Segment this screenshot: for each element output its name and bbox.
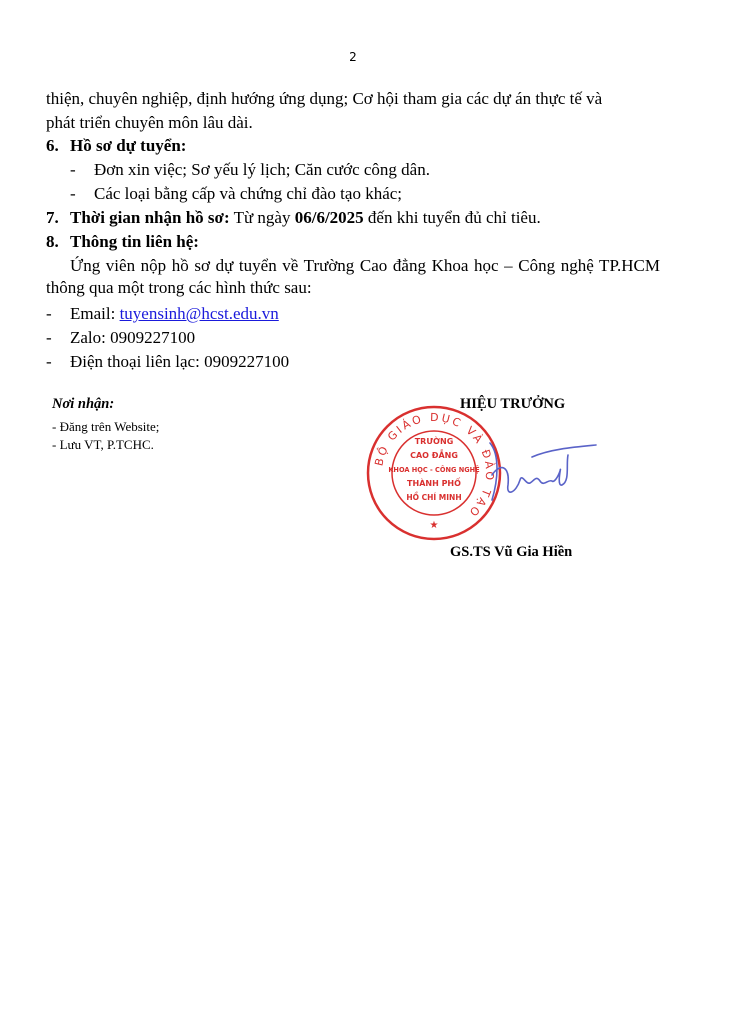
section-8-number: 8. [46, 232, 59, 251]
email-link[interactable]: tuyensinh@hcst.edu.vn [119, 304, 279, 323]
intro-line-1: thiện, chuyên nghiệp, định hướng ứng dụng; Cơ hội tham gia các dự án thực tế và [46, 89, 603, 108]
section-7-title: Thời gian nhận hồ sơ: [70, 208, 230, 227]
email-label: Email: [70, 304, 120, 323]
section-7-line [46, 207, 541, 229]
section-6-heading [46, 135, 186, 157]
stamp-line-5: HỒ CHÍ MINH [406, 493, 462, 502]
list-dash: - [46, 328, 52, 347]
recipient-item-2: - Lưu VT, P.TCHC. [52, 437, 154, 452]
stamp-line-3: KHOA HỌC - CÔNG NGHỆ [388, 466, 480, 474]
section-6-item-1 [70, 159, 430, 181]
contact-zalo [46, 327, 195, 349]
recipients-title: Nơi nhận: [52, 396, 115, 412]
stamp-line-4: THÀNH PHỐ [407, 479, 461, 488]
intro-line-2: phát triển chuyên môn lâu dài. [46, 113, 253, 132]
phone-text: Điện thoại liên lạc: 0909227100 [70, 352, 290, 371]
section-6-number: 6. [46, 136, 59, 155]
stamp-line-1: TRƯỜNG [414, 437, 454, 446]
section-6-item-2 [70, 183, 402, 205]
section-7-number: 7. [46, 208, 59, 227]
contact-phone [46, 351, 289, 373]
section-6-item-1-text: Đơn xin việc; Sơ yếu lý lịch; Căn cước công dân. [94, 160, 430, 179]
signer-name: GS.TS Vũ Gia Hiền [450, 544, 573, 560]
section-8-paragraph: Ứng viên nộp hồ sơ dự tuyển về Trường Cao đẳng Khoa học – Công nghệ TP.HCM thông qua một trong các hình thức sau: [46, 256, 660, 297]
list-dash: - [46, 304, 52, 323]
section-7-date: 06/6/2025 [294, 208, 364, 227]
section-8-heading [46, 231, 199, 253]
section-6-item-2-text: Các loại bằng cấp và chứng chỉ đào tạo khác; [94, 184, 403, 203]
section-6-title: Hồ sơ dự tuyển: [70, 136, 187, 155]
page-number: 2 [349, 50, 357, 64]
stamp-ring-text: BỘ GIÁO DỤC VÀ ĐÀO TẠO [372, 410, 497, 521]
zalo-text: Zalo: 0909227100 [70, 328, 196, 347]
stamp-line-2: CAO ĐẲNG [410, 451, 458, 460]
stamp-star-icon: ★ [429, 520, 439, 531]
list-dash: - [70, 184, 76, 203]
section-8-title: Thông tin liên hệ: [70, 232, 199, 251]
section-7-text-after: đến khi tuyển đủ chỉ tiêu. [363, 208, 541, 227]
list-dash: - [46, 352, 52, 371]
list-dash: - [70, 160, 76, 179]
recipient-item-1: - Đăng trên Website; [52, 419, 160, 434]
section-7-text-before: Từ ngày [229, 208, 295, 227]
contact-email [46, 303, 279, 325]
handwritten-signature [470, 435, 600, 510]
signature-title: HIỆU TRƯỞNG [460, 396, 566, 412]
